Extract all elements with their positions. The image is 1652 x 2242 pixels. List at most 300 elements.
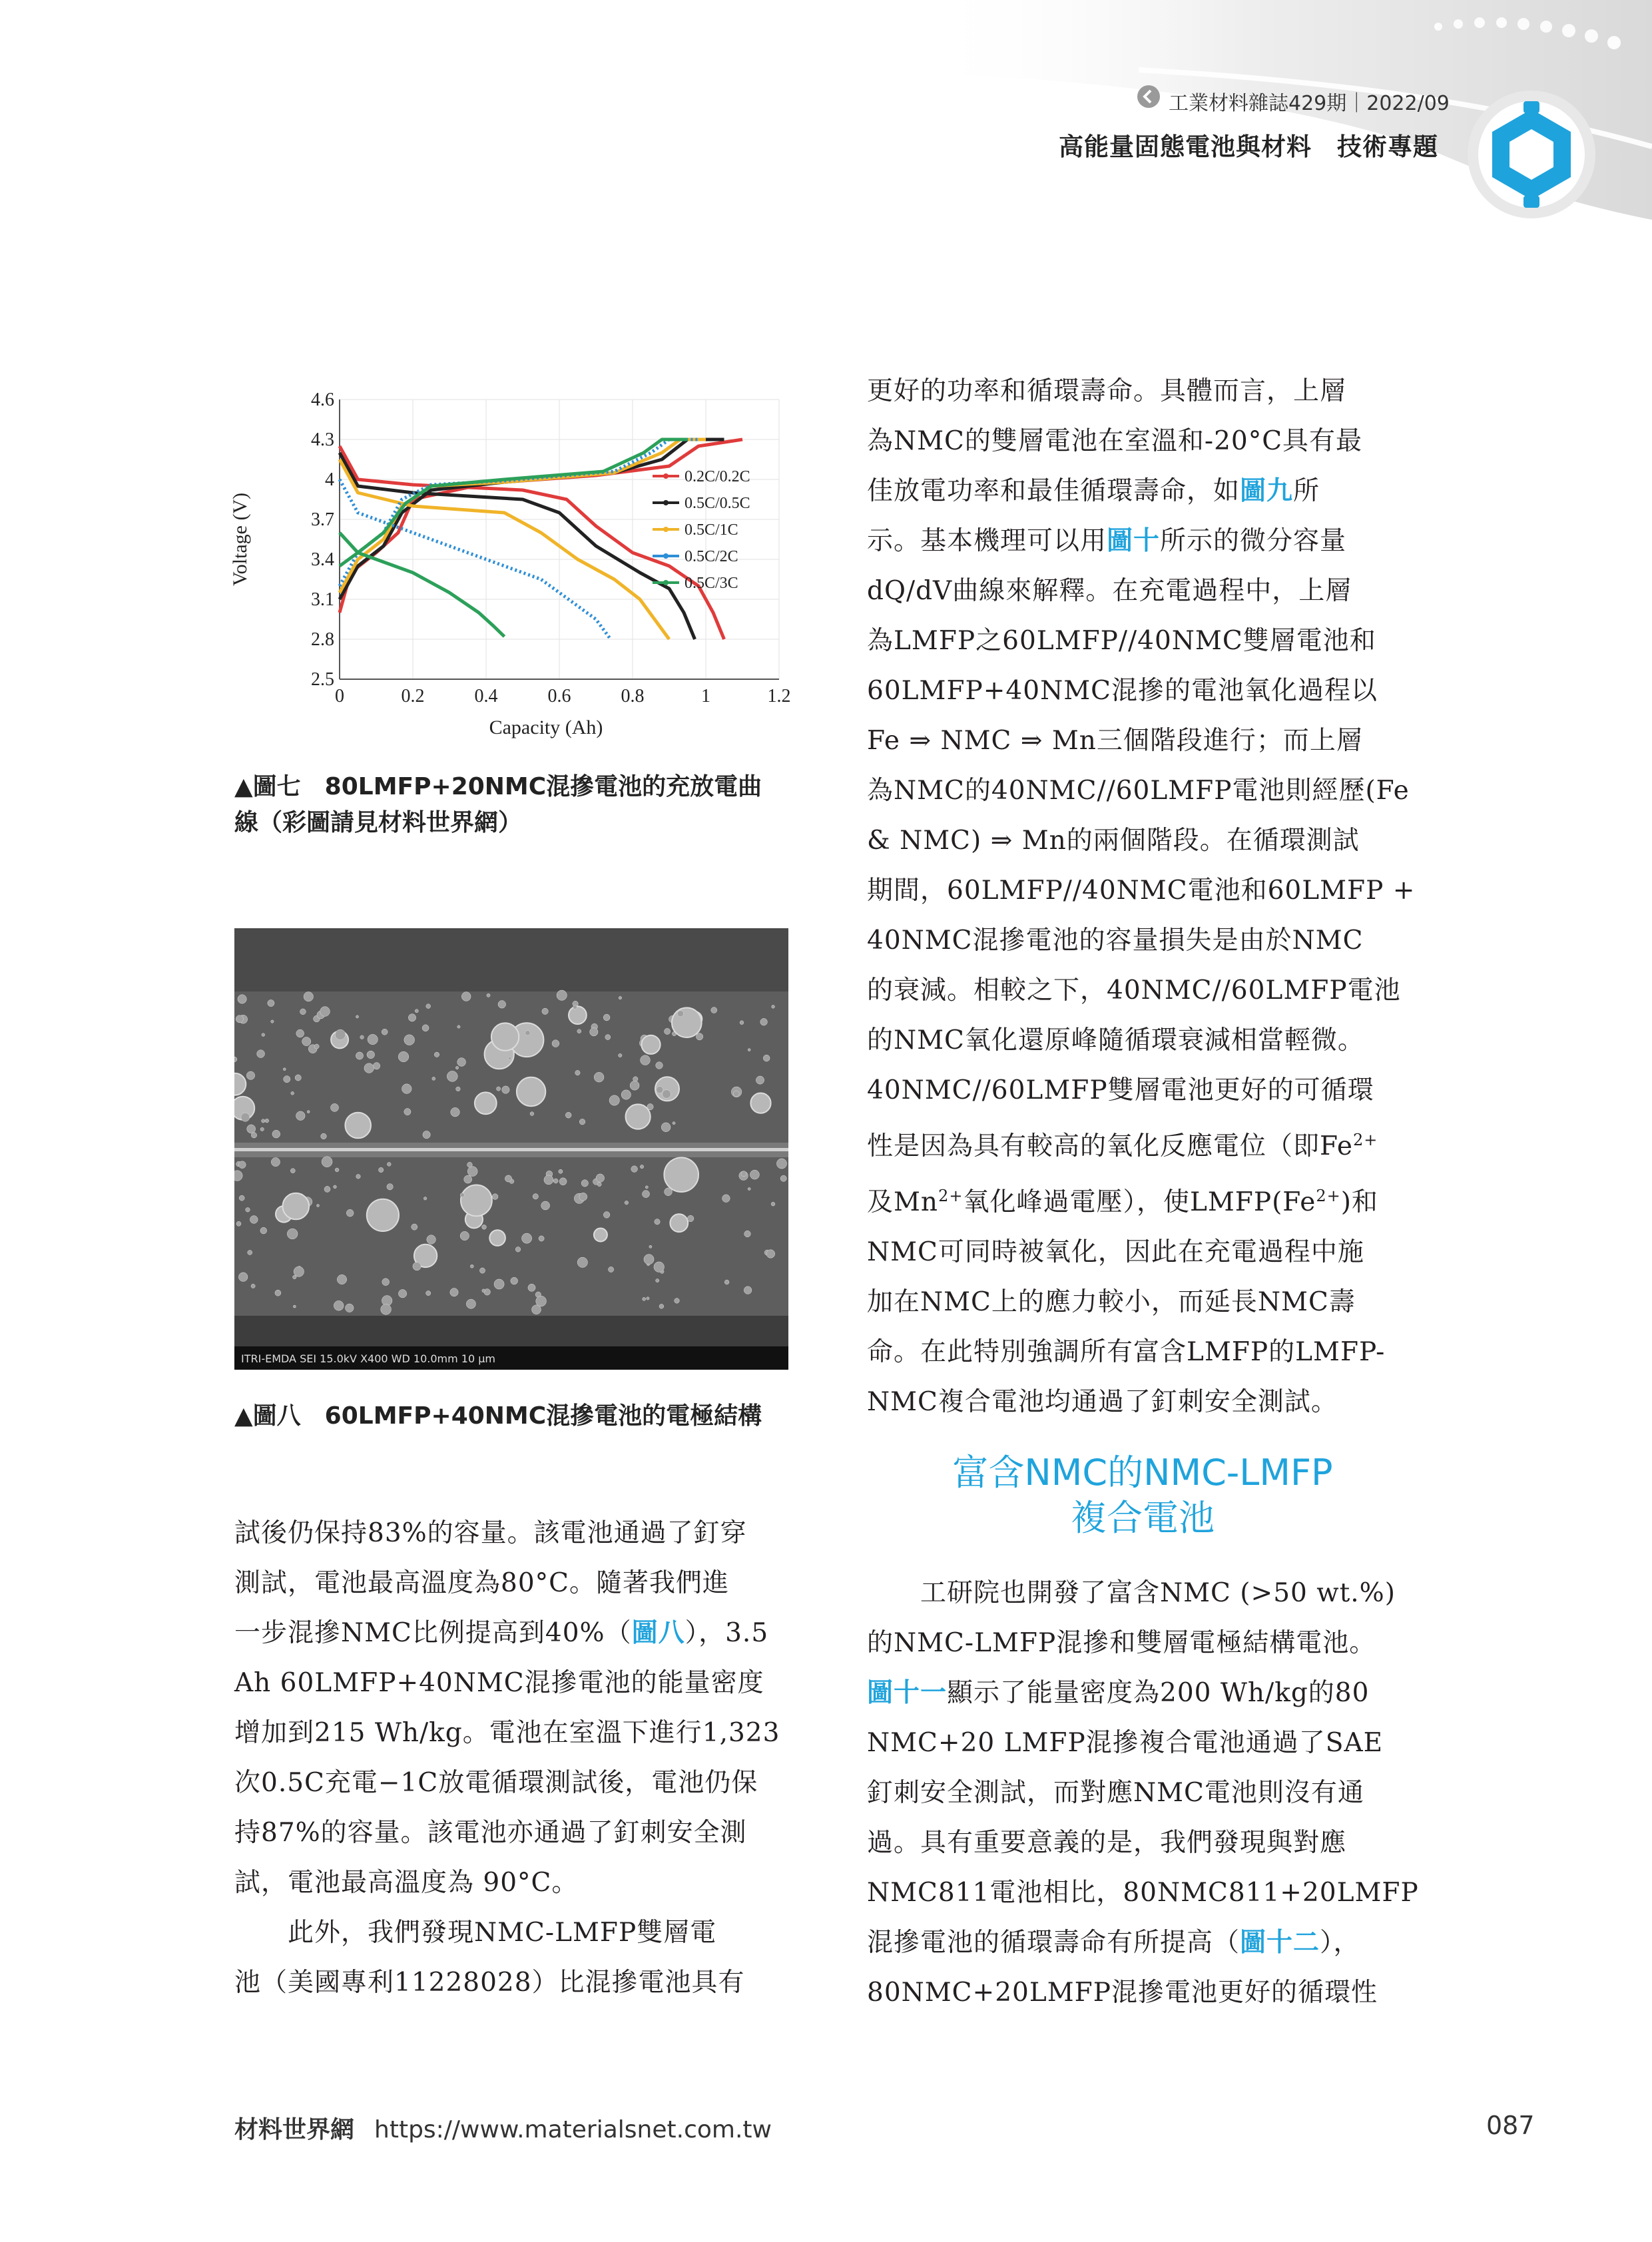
footer-url-link[interactable]: https://www.materialsnet.com.tw — [374, 2116, 772, 2143]
sem-particle — [525, 1031, 530, 1035]
sem-particle — [641, 1035, 660, 1054]
right-line-19: 加在NMC上的應力較小，而延長NMC壽 — [867, 1287, 1356, 1317]
sem-particle — [605, 1035, 611, 1040]
y-axis-title: Voltage (V) — [229, 492, 251, 587]
sem-particle — [290, 1169, 295, 1173]
x-axis-title: Capacity (Ah) — [489, 716, 603, 738]
sem-particle — [594, 1072, 604, 1082]
right-line-3-text: 佳放電功率和最佳循環壽命，如 — [867, 476, 1240, 506]
sem-particle — [246, 1071, 254, 1079]
sem-particle — [381, 1304, 392, 1315]
sem-particle — [467, 1167, 477, 1177]
sem-particle — [367, 1199, 399, 1231]
sem-particle — [760, 1018, 768, 1025]
right-line-17-tail: )和 — [1340, 1187, 1378, 1217]
sem-particle — [426, 1004, 431, 1009]
sem-particle — [241, 1113, 250, 1121]
sem-particle — [655, 1219, 660, 1225]
sem-particle — [302, 1037, 311, 1045]
series-charge-line — [340, 439, 688, 566]
sem-particle — [461, 992, 471, 1001]
sem-particle — [422, 1025, 429, 1031]
right2-line-8 — [867, 1918, 1418, 1968]
left-line-8: 試，電池最高溫度為 90°C。 — [234, 1868, 579, 1898]
sem-particle — [733, 1091, 739, 1097]
sem-particle — [696, 1033, 702, 1040]
sem-particle — [304, 992, 313, 1001]
ref-figure9-link[interactable]: 圖九 — [1240, 476, 1294, 506]
sem-particle — [494, 1279, 504, 1289]
sem-particle — [664, 1157, 698, 1192]
sem-particle — [619, 996, 622, 999]
section-heading-line2: 複合電池 — [1071, 1497, 1215, 1539]
figure7-caption-line1: ▲圖七 80LMFP+20NMC混摻電池的充放電曲 — [234, 773, 762, 800]
sem-particle — [382, 1278, 390, 1286]
right2-line-8-text: 混摻電池的循環壽命有所提高（ — [867, 1928, 1240, 1958]
sem-particle — [287, 1229, 298, 1239]
figure8-sem-image — [234, 928, 788, 1370]
sem-particle — [413, 1262, 421, 1270]
sem-particle — [748, 1187, 750, 1190]
hexagon-logo-icon — [1465, 88, 1598, 221]
sem-particle — [631, 1166, 638, 1173]
sem-particle — [661, 1123, 671, 1132]
figure8-caption: ▲圖八 60LMFP+40NMC混摻電池的電極結構 — [234, 1402, 762, 1430]
sem-particle — [677, 1011, 683, 1017]
sem-particle — [238, 995, 246, 1003]
sem-particle — [373, 1063, 380, 1069]
sem-particle — [596, 1174, 605, 1183]
sem-particle — [489, 1230, 505, 1246]
sem-particle — [597, 1183, 601, 1187]
sem-particle — [722, 1195, 730, 1203]
x-tick-label: 0.4 — [474, 686, 498, 706]
sem-particle — [744, 1231, 751, 1237]
sem-particle — [536, 1296, 547, 1306]
sem-particle — [579, 1193, 587, 1201]
sem-particle — [398, 1051, 409, 1062]
page-number: 087 — [1486, 2111, 1535, 2140]
sem-particle — [387, 1163, 391, 1167]
sem-particle — [630, 1081, 639, 1090]
sem-particle — [324, 1186, 330, 1192]
sem-particle — [517, 1077, 545, 1106]
sem-particle — [248, 1251, 252, 1255]
sem-particle — [283, 1068, 286, 1071]
right-column-text-section2 — [867, 1568, 1418, 2018]
sem-particle — [609, 1095, 619, 1105]
sem-particle — [460, 1231, 469, 1240]
sem-particle — [487, 993, 490, 997]
sem-particle — [502, 1086, 509, 1093]
sem-particle — [482, 1289, 485, 1292]
section-heading-line1: 富含NMC的NMC-LMFP — [952, 1452, 1333, 1494]
sem-particle — [334, 1185, 337, 1189]
right-line-15: 40NMC//60LMFP雙層電池更好的可循環 — [867, 1075, 1374, 1105]
sem-particle — [626, 1104, 651, 1129]
sem-particle — [250, 1216, 258, 1224]
sem-particle — [565, 1112, 571, 1118]
sem-particle — [321, 1133, 327, 1139]
sem-particle — [511, 1277, 518, 1284]
sem-particle — [687, 1215, 694, 1222]
sem-particle — [776, 1159, 786, 1169]
sem-particle — [236, 1015, 243, 1023]
sem-particle — [294, 1266, 304, 1276]
sem-particle — [741, 1171, 746, 1177]
sem-particle — [426, 1291, 431, 1296]
x-tick-label: 0.2 — [401, 686, 425, 706]
sem-particle — [461, 1185, 492, 1217]
sem-particle — [559, 1169, 563, 1173]
legend-label: 0.5C/3C — [685, 575, 738, 592]
sem-particle — [295, 1075, 301, 1081]
right-line-10: & NMC) ⇒ Mn的兩個階段。在循環測試 — [867, 826, 1360, 856]
sem-particle — [640, 1165, 643, 1168]
sem-particle — [711, 1007, 717, 1013]
right-line-9: 為NMC的40NMC//60LMFP電池則經歷(Fe — [867, 776, 1410, 806]
x-tick-label: 1 — [701, 686, 710, 706]
left-line-5: 增加到215 Wh/kg。電池在室溫下進行1,323 — [234, 1718, 780, 1748]
sem-particle — [575, 1070, 580, 1075]
right-line-13: 的衰減。相較之下，40NMC//60LMFP電池 — [867, 976, 1401, 1005]
sem-particle — [434, 1052, 439, 1057]
y-tick-label: 4.6 — [311, 390, 334, 410]
sem-particle — [360, 1035, 364, 1039]
sem-particle — [412, 1224, 417, 1230]
topic-title: 高能量固態電池與材料 技術專題 — [1059, 133, 1438, 161]
sem-particle — [657, 1087, 663, 1093]
sem-particle — [557, 990, 567, 1000]
sem-particle — [656, 1062, 663, 1069]
sem-particle — [296, 1029, 304, 1037]
sem-particle — [577, 1029, 581, 1033]
sem-particle — [457, 1025, 460, 1028]
sem-particle — [491, 1023, 519, 1050]
right-line-5: dQ/dV曲線來解釋。在充電過程中，上層 — [867, 576, 1352, 606]
right2-line-3 — [867, 1668, 1418, 1718]
sem-particle — [404, 1035, 415, 1045]
sem-particle — [470, 1264, 473, 1268]
series-discharge-line — [340, 459, 669, 639]
sem-particle — [246, 1208, 250, 1213]
sem-particle — [317, 1205, 320, 1207]
sem-particle — [456, 1087, 461, 1091]
sem-particle — [402, 1084, 412, 1094]
right2-line-7: NMC811電池相比，80NMC811+20LMFP — [867, 1878, 1419, 1908]
sem-particle — [415, 1009, 418, 1013]
sem-particle — [656, 1279, 659, 1282]
left-line-6: 次0.5C充電−1C放電循環測試後，電池仍保 — [234, 1768, 758, 1798]
sem-particle — [322, 1157, 332, 1167]
left-column-text — [234, 1508, 788, 2008]
right-line-8: Fe ⇒ NMC ⇒ Mn三個階段進行；而上層 — [867, 726, 1363, 756]
sem-particle — [515, 1247, 521, 1253]
sem-particle — [457, 1058, 466, 1067]
sem-particle — [675, 1298, 680, 1304]
x-tick-label: 0 — [335, 686, 344, 706]
sem-particle — [260, 1227, 267, 1234]
sem-particle — [271, 1158, 280, 1167]
sem-particle — [236, 1221, 241, 1226]
sem-particle — [331, 1103, 339, 1111]
sem-particle — [423, 1197, 427, 1201]
sem-particle — [265, 1119, 269, 1123]
sem-particle — [659, 1304, 664, 1308]
right-line-21: NMC複合電池均通過了釘刺安全測試。 — [867, 1387, 1338, 1417]
sem-particle — [293, 1275, 297, 1279]
sem-particle — [460, 1193, 464, 1197]
section-heading — [867, 1450, 1418, 1541]
sem-particle — [379, 1167, 384, 1172]
sem-particle — [581, 1180, 588, 1187]
right-line-1: 更好的功率和循環壽命。具體而言，上層 — [867, 376, 1347, 406]
sem-particle — [665, 1188, 673, 1196]
sem-particle — [464, 1175, 472, 1183]
ref-figure11-link[interactable]: 圖十一 — [867, 1678, 948, 1708]
sem-particle — [238, 1272, 248, 1282]
sem-particle — [387, 1184, 393, 1190]
sem-particle — [307, 1111, 310, 1113]
sem-particle — [763, 1055, 770, 1061]
legend-marker — [663, 527, 669, 532]
right-line-20: 命。在此特別強調所有富含LMFP的LMFP- — [867, 1337, 1386, 1367]
sem-particle — [498, 1001, 506, 1009]
y-tick-label: 4.3 — [311, 429, 334, 450]
sem-particle — [748, 1049, 750, 1051]
left-line-3-text: 一步混摻NMC比例提高到40%（ — [234, 1618, 632, 1648]
sem-particle — [577, 1257, 587, 1267]
left-line-1: 試後仍保持83%的容量。該電池通過了釘穿 — [234, 1518, 747, 1548]
figure7-caption-line2: 線（彩圖請見材料世界網） — [234, 809, 523, 836]
y-tick-label: 3.4 — [311, 549, 334, 570]
sem-particle — [492, 1194, 498, 1200]
sem-particle — [528, 1284, 535, 1291]
sem-particle — [367, 1051, 375, 1059]
sem-particle — [542, 1008, 548, 1014]
right-column-text — [867, 366, 1418, 1427]
sem-particle — [772, 1005, 775, 1008]
right-line-17-text: 及Mn — [867, 1187, 939, 1217]
right-line-17-mid: 氧化峰過電壓），使LMFP(Fe — [963, 1187, 1316, 1217]
sem-particle — [467, 1162, 473, 1167]
figure7-chart — [226, 373, 799, 746]
right2-line-1: 工研院也開發了富含NMC (>50 wt.%) — [867, 1578, 1396, 1608]
sem-particle — [293, 1305, 296, 1308]
legend-label: 0.5C/0.5C — [685, 495, 750, 512]
sem-particle — [356, 1175, 361, 1179]
sem-particle — [645, 1186, 648, 1189]
sem-particle — [541, 1201, 550, 1210]
sem-particle — [508, 1057, 511, 1059]
sem-particle — [619, 1053, 622, 1057]
journal-issue: 工業材料雜誌429期｜2022/09 — [1169, 92, 1450, 115]
sem-particle — [569, 1006, 587, 1024]
sem-particle — [533, 1194, 538, 1199]
legend-label: 0.5C/1C — [685, 521, 738, 539]
sem-particle — [247, 1125, 256, 1133]
sem-particle — [450, 1288, 458, 1296]
sem-particle — [672, 1007, 702, 1037]
sem-particle — [335, 1029, 345, 1039]
sem-particle — [590, 1028, 598, 1036]
sem-particle — [262, 1033, 265, 1037]
sem-particle — [643, 1191, 650, 1198]
sem-particle — [505, 1175, 511, 1182]
sem-particle — [320, 1007, 330, 1017]
right2-line-4: NMC+20 LMFP混摻複合電池通過了SAE — [867, 1728, 1384, 1758]
sem-particle — [539, 1236, 544, 1241]
right-line-18: NMC可同時被氧化，因此在充電過程中施 — [867, 1237, 1364, 1267]
legend-label: 0.5C/2C — [685, 548, 738, 565]
sem-particle — [663, 1090, 671, 1099]
sem-particle — [466, 1299, 475, 1308]
left-line-3 — [234, 1608, 788, 1658]
x-tick-label: 1.2 — [767, 686, 791, 706]
superscript-2plus: 2+ — [1316, 1187, 1341, 1205]
superscript-2plus: 2+ — [938, 1187, 964, 1205]
sem-particle — [455, 1066, 458, 1069]
left-line-10: 池（美國專利11228028）比混摻電池具有 — [234, 1968, 745, 1998]
sem-particle — [649, 1245, 652, 1248]
left-line-4: Ah 60LMFP+40NMC混摻電池的能量密度 — [234, 1668, 764, 1698]
right2-line-9: 80NMC+20LMFP混摻電池更好的循環性 — [867, 1978, 1378, 2008]
sem-particle — [559, 1178, 567, 1185]
sem-particle — [654, 1262, 665, 1272]
y-tick-label: 3.1 — [311, 589, 334, 610]
sem-particle — [665, 1028, 671, 1034]
legend-marker — [663, 580, 669, 585]
sem-particle — [475, 1092, 497, 1114]
x-tick-label: 0.6 — [547, 686, 571, 706]
sem-particle — [544, 1175, 553, 1185]
y-tick-label: 3.7 — [311, 509, 334, 530]
sem-particle — [451, 1107, 460, 1117]
y-tick-label: 2.5 — [311, 669, 334, 690]
right-line-3 — [867, 466, 1418, 516]
right-line-4 — [867, 516, 1418, 566]
series-charge-line — [340, 439, 742, 613]
sem-particle — [573, 1005, 577, 1009]
sem-particle — [641, 1055, 651, 1065]
sem-particle — [780, 1175, 786, 1181]
sem-particle — [368, 1034, 378, 1044]
right2-line-6: 過。具有重要意義的是，我們發現與對應 — [867, 1828, 1347, 1858]
right-line-16-text: 性是因為具有較高的氧化反應電位（即Fe — [867, 1131, 1354, 1161]
sem-particle — [427, 1235, 436, 1245]
sem-particle — [673, 1122, 675, 1125]
right-line-6: 為LMFP之60LMFP//40NMC雙層電池和 — [867, 626, 1376, 656]
sem-particle — [382, 1029, 388, 1035]
legend-marker — [663, 553, 669, 559]
x-tick-label: 0.8 — [621, 686, 645, 706]
sem-particle — [750, 1093, 770, 1113]
sem-particle — [346, 1304, 354, 1312]
right-line-3-tail: 所 — [1293, 476, 1320, 506]
right-line-11: 期間，60LMFP//40NMC電池和60LMFP + — [867, 876, 1416, 906]
sem-particle — [447, 1071, 457, 1081]
left-line-2: 測試，電池最高溫度為80°C。隨著我們進 — [234, 1568, 729, 1598]
right-line-4-text: 示。基本機理可以用 — [867, 526, 1107, 556]
sem-particle — [268, 999, 274, 1006]
sem-particle — [643, 1297, 646, 1300]
sem-particle — [423, 1131, 430, 1138]
sem-particle — [335, 1168, 339, 1172]
y-tick-label: 4 — [325, 469, 334, 490]
sem-particle — [334, 1300, 344, 1310]
sem-particle — [262, 1119, 265, 1123]
left-line-7: 持87%的容量。該電池亦通過了釘刺安全測 — [234, 1818, 747, 1848]
sem-particle — [670, 1214, 688, 1232]
sem-particle — [404, 1109, 411, 1115]
sem-particle — [552, 1040, 559, 1047]
legend-label: 0.2C/0.2C — [685, 468, 750, 485]
right-line-14: 的NMC氧化還原峰隨循環衰減相當輕微。 — [867, 1025, 1364, 1055]
sem-particle — [609, 1266, 614, 1272]
right2-line-2: 的NMC-LMFP混摻和雙層電極結構電池。 — [867, 1628, 1376, 1658]
sem-particle — [740, 1021, 744, 1025]
right-line-16 — [867, 1115, 1418, 1171]
sem-particle — [257, 1050, 265, 1058]
right-line-2: 為NMC的雙層電池在室溫和-20°C具有最 — [867, 426, 1363, 456]
superscript-2plus: 2+ — [1353, 1131, 1378, 1149]
sem-particle — [603, 1014, 610, 1021]
sem-particle — [283, 1193, 310, 1220]
sem-particle — [238, 1161, 246, 1169]
sem-particle — [771, 1202, 775, 1206]
left-line-9: 此外，我們發現NMC-LMFP雙層電 — [234, 1918, 717, 1948]
sem-particle — [398, 1290, 406, 1298]
sem-particle — [275, 1290, 281, 1296]
figure7-caption — [234, 769, 762, 841]
sem-particle — [356, 1015, 358, 1018]
sem-particle — [239, 1195, 244, 1201]
right2-line-5: 釘刺安全測試，而對應NMC電池則沒有通 — [867, 1778, 1364, 1808]
right2-line-3-text: 顯示了能量密度為200 Wh/kg的80 — [947, 1678, 1370, 1708]
sem-particle — [314, 1044, 319, 1049]
sem-particle — [346, 1209, 354, 1217]
legend-marker — [663, 473, 669, 479]
ref-figure10-link[interactable]: 圖十 — [1107, 526, 1161, 556]
sem-particle — [766, 1250, 775, 1259]
sem-particle — [272, 1130, 280, 1138]
sem-particle — [345, 1113, 371, 1139]
legend-marker — [663, 500, 669, 505]
sem-particle — [251, 1284, 255, 1288]
sem-particle — [530, 1112, 534, 1116]
ref-figure8-link[interactable]: 圖八 — [631, 1618, 685, 1648]
sem-particle — [300, 1009, 306, 1015]
ref-figure12-link[interactable]: 圖十二 — [1240, 1928, 1320, 1958]
sem-particle — [408, 1014, 415, 1021]
sem-particle — [644, 1255, 654, 1264]
sem-particle — [364, 1063, 374, 1073]
sem-particle — [579, 1119, 585, 1125]
chevron-left-icon — [1136, 84, 1161, 109]
footer-brand: 材料世界網 — [234, 2116, 355, 2143]
sem-particle — [621, 1090, 631, 1099]
sem-info-bar: ITRI-EMDA SEI 15.0kV X400 WD 10.0mm 10 μm — [241, 1352, 495, 1365]
sem-particle — [647, 1297, 649, 1300]
right-line-12: 40NMC混摻電池的容量損失是由於NMC — [867, 926, 1364, 956]
sem-particle — [497, 1087, 501, 1091]
sem-particle — [271, 1020, 274, 1023]
right2-line-8-tail: ）， — [1320, 1928, 1360, 1958]
sem-particle — [432, 1077, 435, 1080]
sem-particle — [296, 1111, 306, 1121]
sem-particle — [337, 1274, 346, 1284]
sem-particle — [594, 1229, 607, 1242]
